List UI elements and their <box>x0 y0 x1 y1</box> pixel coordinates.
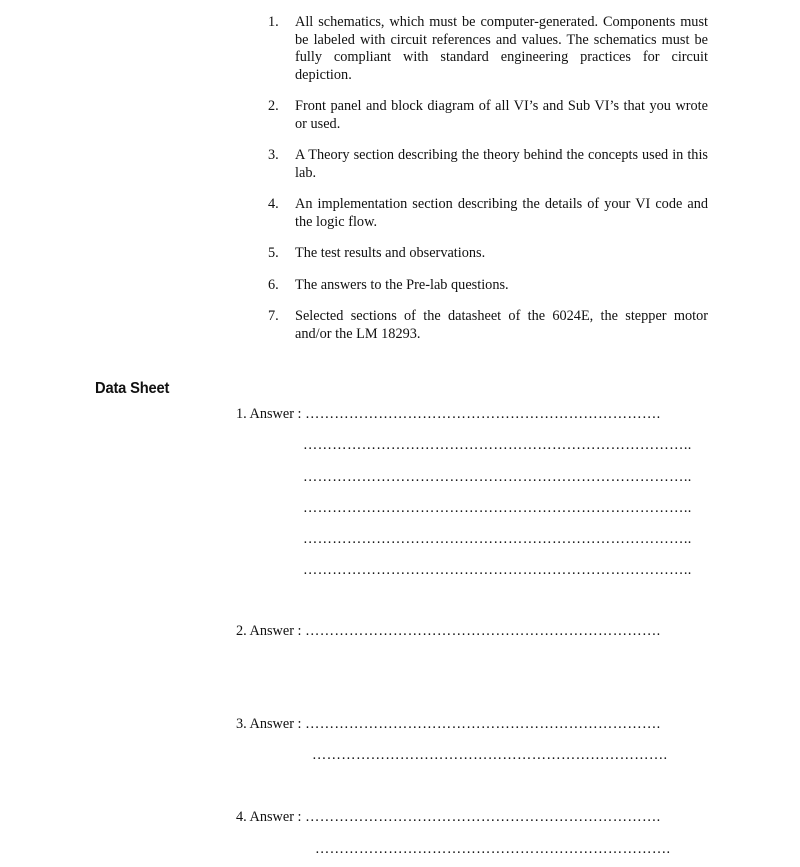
answer-label: 2. Answer : <box>236 623 302 639</box>
requirement-number: 5. <box>268 245 279 261</box>
answer-1-continuation-line: …………………………………………………………………….. <box>303 500 692 516</box>
answer-1-continuation-line: …………………………………………………………………….. <box>303 437 692 453</box>
requirement-text: The test results and observations. <box>295 245 486 261</box>
answer-dots: ………………………………………………………………. <box>305 406 661 422</box>
answer-1-continuation-line: …………………………………………………………………….. <box>303 562 692 578</box>
requirement-item <box>268 14 708 84</box>
answer-4-continuation-line: ………………………………………………………………. <box>315 841 671 857</box>
answer-1-continuation-line: …………………………………………………………………….. <box>303 469 692 485</box>
requirement-text: A Theory section describing the theory behind the concepts used in this lab. <box>295 147 708 181</box>
requirement-number: 1. <box>268 14 279 30</box>
report-requirements-list <box>268 14 708 357</box>
answer-dots: ………………………………………………………………. <box>305 623 661 639</box>
answer-4-line <box>236 809 661 826</box>
requirement-number: 4. <box>268 196 279 212</box>
data-sheet-heading: Data Sheet <box>95 380 170 397</box>
requirement-text: Selected sections of the datasheet of the 6024E, the stepper motor and/or the LM 18293. <box>295 308 708 342</box>
requirement-number: 7. <box>268 308 279 324</box>
requirement-number: 2. <box>268 98 279 114</box>
answer-3-continuation-line: ………………………………………………………………. <box>312 747 668 763</box>
requirement-text: An implementation section describing the details of your VI code and the logic flow. <box>295 196 708 230</box>
requirement-text: The answers to the Pre-lab questions. <box>295 276 509 293</box>
requirement-number: 3. <box>268 147 279 163</box>
requirement-item <box>268 196 708 231</box>
answer-dots: ………………………………………………………………. <box>305 716 661 732</box>
requirement-item <box>268 245 708 263</box>
answer-1-line <box>236 406 661 423</box>
answer-3-line <box>236 716 661 733</box>
answer-label: 4. Answer : <box>236 809 302 825</box>
requirement-text: Front panel and block diagram of all VI’s and Sub VI’s that you wrote or used. <box>295 98 708 132</box>
answer-2-line <box>236 623 661 640</box>
requirement-item <box>268 308 708 343</box>
answer-1-continuation-line: …………………………………………………………………….. <box>303 531 692 547</box>
requirement-item <box>268 147 708 182</box>
answer-dots: ………………………………………………………………. <box>305 809 661 825</box>
requirement-item <box>268 277 708 295</box>
answer-label: 1. Answer : <box>236 406 302 422</box>
requirement-text: All schematics, which must be computer-generated. Components must be labeled with circuit references and values. The schematics must be fully compliant with standard engineering practices for circuit depiction. <box>295 14 708 83</box>
requirement-number: 6. <box>268 276 279 293</box>
requirement-item <box>268 98 708 133</box>
answer-label: 3. Answer : <box>236 716 302 732</box>
